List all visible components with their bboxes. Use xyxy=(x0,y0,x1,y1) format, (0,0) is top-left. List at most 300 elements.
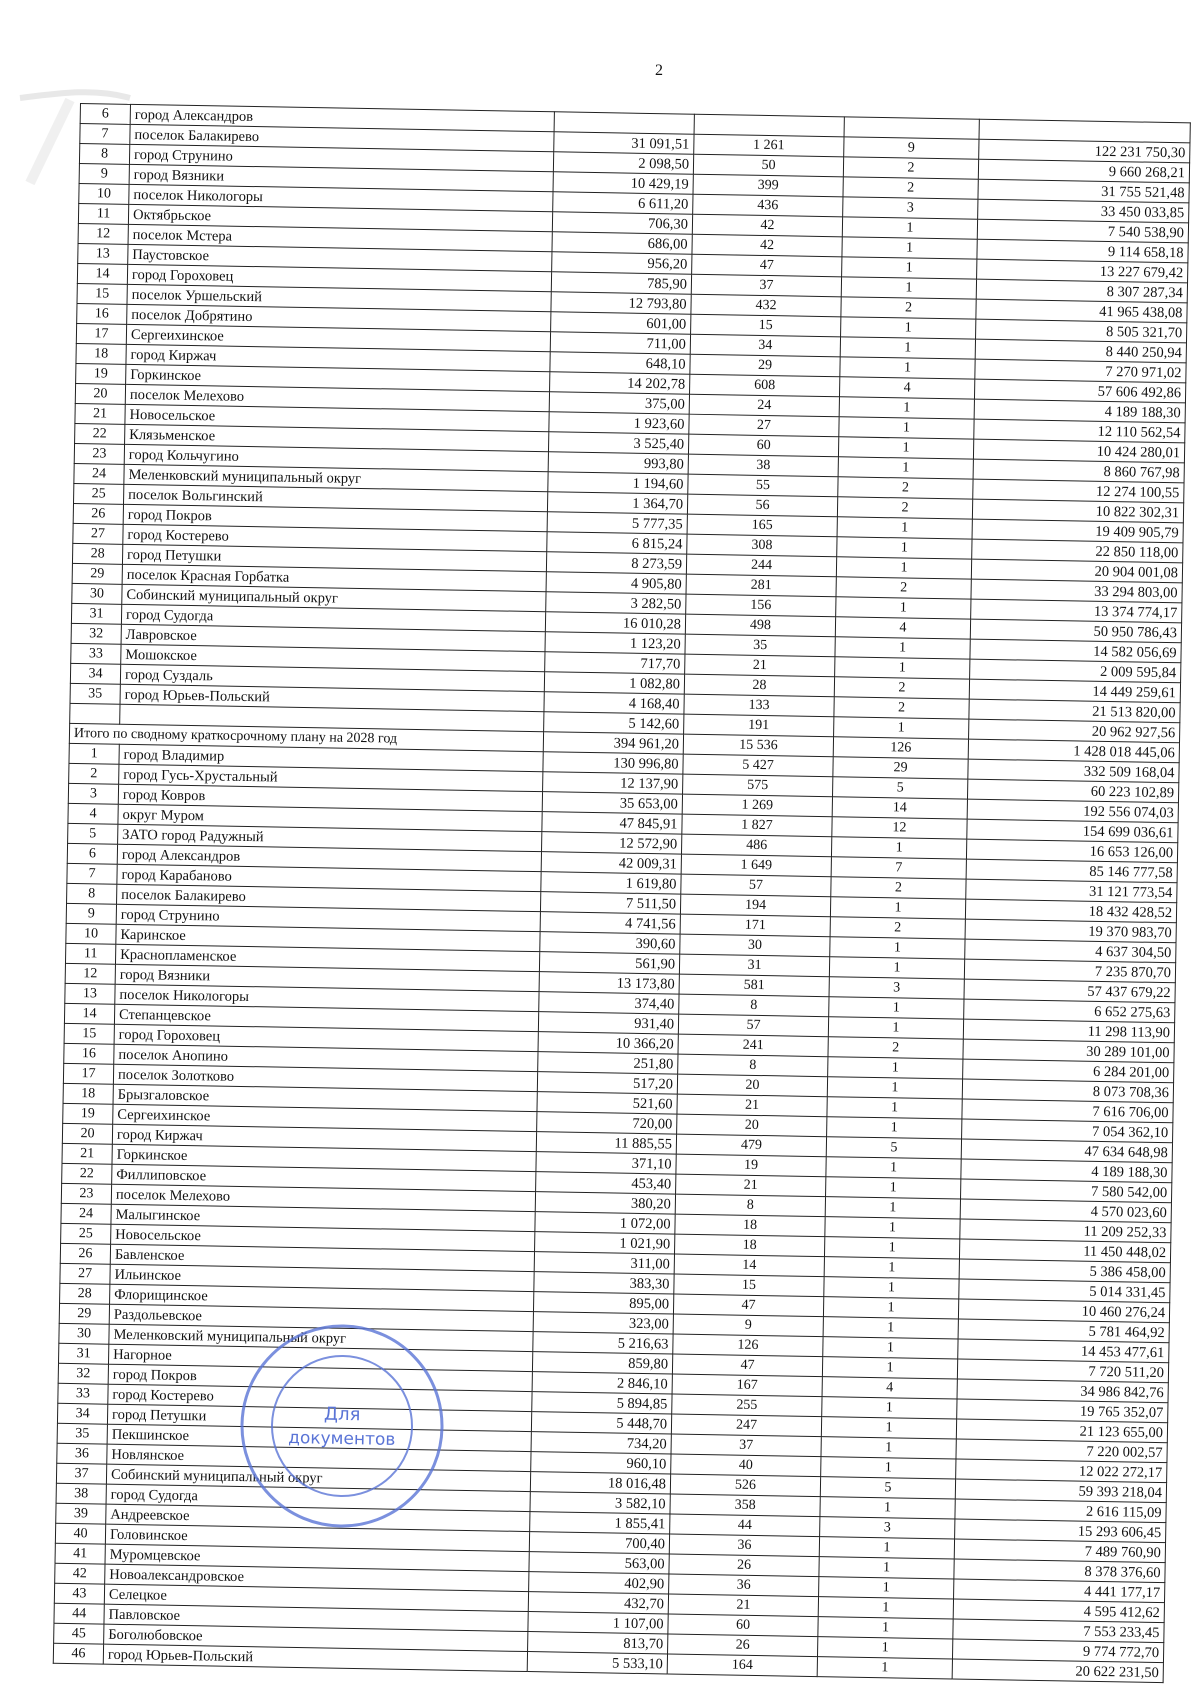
residents-cell: 8 xyxy=(675,1194,825,1217)
row-number-cell: 11 xyxy=(78,203,128,224)
houses-count-cell: 1 xyxy=(818,1617,953,1639)
cost-cell: 6 284 201,00 xyxy=(963,1059,1174,1083)
municipality-cell: Горкинское xyxy=(112,1144,536,1171)
residents-cell: 21 xyxy=(668,1594,818,1617)
row-number-cell: 39 xyxy=(56,1503,106,1524)
houses-count-cell: 1 xyxy=(823,1297,958,1319)
residents-cell: 171 xyxy=(680,914,830,937)
municipality-cell: город Петушки xyxy=(122,544,546,571)
row-number-cell: 25 xyxy=(61,1223,111,1244)
municipality-cell: Новосельское xyxy=(125,404,549,431)
cost-cell: 10 460 276,24 xyxy=(958,1299,1169,1323)
houses-count-cell: 1 xyxy=(842,237,977,259)
row-number-cell: 10 xyxy=(79,183,129,204)
residents-cell: 486 xyxy=(681,834,831,857)
houses-count-cell: 1 xyxy=(836,597,971,619)
residents-cell: 47 xyxy=(673,1294,823,1317)
total-label-cell: Итого по сводному краткосрочному плану на 2028 год xyxy=(69,723,543,751)
residents-cell: 1 649 xyxy=(681,854,831,877)
municipality-cell: Новосельское xyxy=(111,1224,535,1251)
municipality-cell: город Петушки xyxy=(107,1404,531,1431)
row-number-cell: 5 xyxy=(68,823,118,844)
residents-cell: 1 269 xyxy=(682,794,832,817)
houses-count-cell: 1 xyxy=(821,1417,956,1439)
stamp-line-1: Для xyxy=(323,1403,361,1426)
row-number-cell: 9 xyxy=(66,903,116,924)
residents-cell: 526 xyxy=(670,1474,820,1497)
houses-count-cell: 1 xyxy=(823,1337,958,1359)
row-number-cell xyxy=(70,703,120,724)
cost-cell: 8 073 708,36 xyxy=(962,1079,1173,1103)
area-cell: 993,80 xyxy=(548,452,688,474)
area-cell: 383,30 xyxy=(534,1272,674,1294)
area-cell: 717,70 xyxy=(545,652,685,674)
cost-cell: 10 822 302,31 xyxy=(972,499,1183,523)
area-cell: 31 091,51 xyxy=(554,132,694,154)
table-body xyxy=(53,104,1190,1683)
cost-cell: 41 965 438,08 xyxy=(976,299,1187,323)
houses-count-cell: 1 xyxy=(842,217,977,239)
row-number-cell: 22 xyxy=(62,1163,112,1184)
cost-cell: 20 962 927,56 xyxy=(969,719,1180,743)
houses-count-cell: 126 xyxy=(833,737,968,759)
municipality-cell: Лавровское xyxy=(121,624,545,651)
residents-cell: 255 xyxy=(672,1394,822,1417)
residents-cell: 156 xyxy=(686,594,836,617)
houses-count-cell: 14 xyxy=(832,797,967,819)
area-cell: 1 364,70 xyxy=(547,492,687,514)
cost-cell: 20 904 001,08 xyxy=(971,559,1182,583)
row-number-cell: 29 xyxy=(59,1303,109,1324)
row-number-cell: 22 xyxy=(75,423,125,444)
residents-cell: 20 xyxy=(677,1074,827,1097)
area-cell: 517,20 xyxy=(537,1072,677,1094)
cost-cell: 12 022 272,17 xyxy=(956,1459,1167,1483)
residents-cell: 57 xyxy=(681,874,831,897)
area-cell: 35 653,00 xyxy=(542,792,682,814)
row-number-cell: 44 xyxy=(54,1603,104,1624)
cost-cell: 9 660 268,21 xyxy=(978,159,1189,183)
residents-cell: 30 xyxy=(680,934,830,957)
residents-cell: 60 xyxy=(688,434,838,457)
houses-count-cell: 1 xyxy=(837,537,972,559)
cost-cell: 20 622 231,50 xyxy=(952,1659,1163,1683)
area-cell: 311,00 xyxy=(534,1252,674,1274)
municipality-cell: Сергеихинское xyxy=(126,324,550,351)
cost-cell: 6 652 275,63 xyxy=(964,999,1175,1023)
area-cell: 10 429,19 xyxy=(553,172,693,194)
cost-cell: 85 146 777,58 xyxy=(966,859,1177,883)
municipality-cell: город Судогда xyxy=(121,604,545,631)
row-number-cell: 20 xyxy=(75,383,125,404)
cost-cell: 50 950 786,43 xyxy=(970,619,1181,643)
row-number-cell: 41 xyxy=(55,1543,105,1564)
municipality-cell: Головинское xyxy=(105,1524,529,1551)
area-cell: 895,00 xyxy=(533,1292,673,1314)
cost-cell: 4 189 188,30 xyxy=(974,399,1185,423)
cost-cell: 5 781 464,92 xyxy=(958,1319,1169,1343)
residents-cell: 28 xyxy=(684,674,834,697)
residents-cell: 21 xyxy=(677,1094,827,1117)
municipality-cell: Сергеихинское xyxy=(113,1104,537,1131)
municipality-cell: Бавленское xyxy=(110,1244,534,1271)
area-cell: 2 098,50 xyxy=(553,152,693,174)
houses-count-cell: 12 xyxy=(832,817,967,839)
houses-count-cell: 1 xyxy=(824,1277,959,1299)
row-number-cell: 15 xyxy=(64,1023,114,1044)
municipality-cell: город Гороховец xyxy=(127,264,551,291)
residents-cell: 21 xyxy=(685,654,835,677)
municipality-cell: Собинский муниципальный округ xyxy=(122,584,546,611)
houses-count-cell: 1 xyxy=(827,1117,962,1139)
cost-cell: 7 270 971,02 xyxy=(975,359,1186,383)
residents-cell: 498 xyxy=(685,614,835,637)
row-number-cell: 34 xyxy=(57,1403,107,1424)
cost-cell: 332 509 168,04 xyxy=(968,759,1179,783)
cost-cell: 21 123 655,00 xyxy=(956,1419,1167,1443)
municipality-cell: город Вязники xyxy=(115,964,539,991)
area-cell: 706,30 xyxy=(552,212,692,234)
row-number-cell: 26 xyxy=(60,1243,110,1264)
municipality-cell: поселок Мелехово xyxy=(125,384,549,411)
row-number-cell: 17 xyxy=(76,323,126,344)
row-number-cell: 35 xyxy=(70,683,120,704)
houses-count-cell: 1 xyxy=(819,1557,954,1579)
area-cell: 1 923,60 xyxy=(549,412,689,434)
residents-cell: 165 xyxy=(687,514,837,537)
budget-table-sheet xyxy=(53,103,1190,1683)
residents-cell: 37 xyxy=(691,274,841,297)
area-cell: 1 107,00 xyxy=(528,1612,668,1634)
municipality-cell: Краснопламенское xyxy=(115,944,539,971)
municipality-cell: Горкинское xyxy=(126,364,550,391)
residents-cell: 167 xyxy=(672,1374,822,1397)
cost-cell: 11 298 113,90 xyxy=(963,1019,1174,1043)
row-number-cell: 13 xyxy=(78,243,128,264)
houses-count-cell: 1 xyxy=(835,657,970,679)
area-cell: 1 123,20 xyxy=(545,632,685,654)
houses-count-cell: 1 xyxy=(824,1257,959,1279)
residents-cell: 1 261 xyxy=(694,134,844,157)
houses-count-cell: 5 xyxy=(820,1477,955,1499)
houses-count-cell: 2 xyxy=(831,877,966,899)
houses-count-cell: 1 xyxy=(819,1577,954,1599)
municipality-cell: Брызгаловское xyxy=(113,1084,537,1111)
municipality-cell: поселок Уршельский xyxy=(127,284,551,311)
row-number-cell: 16 xyxy=(64,1043,114,1064)
cost-cell: 14 453 477,61 xyxy=(958,1339,1169,1363)
organization-stamp xyxy=(236,1320,448,1532)
residents-cell: 38 xyxy=(688,454,838,477)
row-number-cell: 16 xyxy=(77,303,127,324)
area-cell: 6 611,20 xyxy=(553,192,693,214)
municipality-cell: округ Муром xyxy=(118,804,542,831)
area-cell: 700,40 xyxy=(529,1532,669,1554)
cost-cell: 33 450 033,85 xyxy=(978,199,1189,223)
area-cell: 4 905,80 xyxy=(546,572,686,594)
area-cell: 4 168,40 xyxy=(544,692,684,714)
houses-count-cell: 7 xyxy=(831,857,966,879)
area-cell: 4 741,56 xyxy=(540,912,680,934)
row-number-cell: 33 xyxy=(71,643,121,664)
cost-cell: 2 009 595,84 xyxy=(970,659,1181,683)
municipality-cell: Новоалександровское xyxy=(105,1564,529,1591)
municipality-cell: поселок Никологоры xyxy=(129,184,553,211)
row-number-cell: 6 xyxy=(80,104,130,125)
area-cell: 2 846,10 xyxy=(532,1372,672,1394)
residents-cell: 34 xyxy=(690,334,840,357)
area-cell: 813,70 xyxy=(528,1632,668,1654)
houses-count-cell: 1 xyxy=(822,1357,957,1379)
residents-cell: 608 xyxy=(690,374,840,397)
row-number-cell: 29 xyxy=(72,563,122,584)
houses-count-cell: 1 xyxy=(826,1157,961,1179)
municipality-cell: поселок Мстера xyxy=(128,224,552,251)
area-cell: 734,20 xyxy=(531,1432,671,1454)
residents-cell: 15 536 xyxy=(683,734,833,757)
area-cell: 7 511,50 xyxy=(540,892,680,914)
cost-cell: 4 189 188,30 xyxy=(961,1159,1172,1183)
houses-count-cell xyxy=(844,117,979,139)
houses-count-cell: 2 xyxy=(838,477,973,499)
row-number-cell: 32 xyxy=(71,623,121,644)
cost-cell: 14 449 259,61 xyxy=(969,679,1180,703)
houses-count-cell: 4 xyxy=(822,1377,957,1399)
houses-count-cell: 9 xyxy=(844,137,979,159)
cost-cell: 5 014 331,45 xyxy=(959,1279,1170,1303)
residents-cell: 194 xyxy=(680,894,830,917)
cost-cell: 12 274 100,55 xyxy=(973,479,1184,503)
municipality-cell: город Гороховец xyxy=(114,1024,538,1051)
cost-cell: 60 223 102,89 xyxy=(967,779,1178,803)
municipality-cell: Нагорное xyxy=(108,1344,532,1371)
cost-cell: 13 227 679,42 xyxy=(977,259,1188,283)
row-number-cell: 12 xyxy=(65,963,115,984)
houses-count-cell: 4 xyxy=(835,617,970,639)
houses-count-cell: 5 xyxy=(826,1137,961,1159)
row-number-cell: 28 xyxy=(60,1283,110,1304)
houses-count-cell: 1 xyxy=(836,557,971,579)
area-cell: 1 194,60 xyxy=(548,472,688,494)
residents-cell: 436 xyxy=(693,194,843,217)
cost-cell: 192 556 074,03 xyxy=(967,799,1178,823)
area-cell: 390,60 xyxy=(540,932,680,954)
residents-cell: 191 xyxy=(684,714,834,737)
houses-count-cell: 1 xyxy=(822,1397,957,1419)
cost-cell: 7 235 870,70 xyxy=(964,959,1175,983)
houses-count-cell: 1 xyxy=(838,437,973,459)
row-number-cell: 37 xyxy=(56,1463,106,1484)
area-cell: 521,60 xyxy=(537,1092,677,1114)
cost-cell: 33 294 803,00 xyxy=(971,579,1182,603)
row-number-cell: 26 xyxy=(73,503,123,524)
residents-cell: 44 xyxy=(670,1514,820,1537)
residents-cell: 56 xyxy=(687,494,837,517)
houses-count-cell: 1 xyxy=(828,1017,963,1039)
residents-cell: 241 xyxy=(678,1034,828,1057)
area-cell: 5 894,85 xyxy=(532,1392,672,1414)
cost-cell: 7 553 233,45 xyxy=(953,1619,1164,1643)
cost-cell: 4 595 412,62 xyxy=(953,1599,1164,1623)
municipality-cell: город Покров xyxy=(108,1364,532,1391)
houses-count-cell: 5 xyxy=(833,777,968,799)
cost-cell: 34 986 842,76 xyxy=(957,1379,1168,1403)
houses-count-cell: 1 xyxy=(839,397,974,419)
row-number-cell: 1 xyxy=(69,743,119,764)
area-cell: 711,00 xyxy=(550,332,690,354)
residents-cell: 36 xyxy=(669,1534,819,1557)
row-number-cell: 31 xyxy=(59,1343,109,1364)
area-cell: 720,00 xyxy=(537,1112,677,1134)
municipality-cell: город Суздаль xyxy=(120,664,544,691)
row-number-cell: 35 xyxy=(57,1423,107,1444)
houses-count-cell: 2 xyxy=(834,697,969,719)
municipality-cell: Меленковский муниципальный округ xyxy=(124,464,548,491)
cost-cell: 57 606 492,86 xyxy=(974,379,1185,403)
municipality-cell: город Владимир xyxy=(119,744,543,771)
row-number-cell: 27 xyxy=(73,523,123,544)
municipality-cell: Октябрьское xyxy=(128,204,552,231)
cost-cell: 16 653 126,00 xyxy=(966,839,1177,863)
area-cell: 12 137,90 xyxy=(543,772,683,794)
residents-cell: 432 xyxy=(691,294,841,317)
cost-cell: 10 424 280,01 xyxy=(973,439,1184,463)
municipality-cell: Степанцевское xyxy=(114,1004,538,1031)
residents-cell: 47 xyxy=(692,254,842,277)
area-cell: 785,90 xyxy=(551,272,691,294)
area-cell: 432,70 xyxy=(528,1592,668,1614)
row-number-cell: 15 xyxy=(77,283,127,304)
municipality-cell: поселок Вольгинский xyxy=(124,484,548,511)
cost-cell: 14 582 056,69 xyxy=(970,639,1181,663)
area-cell: 1 855,41 xyxy=(530,1512,670,1534)
cost-cell: 21 513 820,00 xyxy=(969,699,1180,723)
row-number-cell: 4 xyxy=(68,803,118,824)
houses-count-cell: 1 xyxy=(825,1197,960,1219)
row-number-cell: 23 xyxy=(74,443,124,464)
municipality-cell: Павловское xyxy=(104,1604,528,1631)
row-number-cell: 12 xyxy=(78,223,128,244)
houses-count-cell: 1 xyxy=(824,1237,959,1259)
cost-cell: 47 634 648,98 xyxy=(961,1139,1172,1163)
row-number-cell: 36 xyxy=(57,1443,107,1464)
residents-cell: 126 xyxy=(673,1334,823,1357)
municipality-cell: поселок Балакирево xyxy=(130,124,554,151)
residents-cell: 575 xyxy=(683,774,833,797)
row-number-cell: 19 xyxy=(76,363,126,384)
row-number-cell: 11 xyxy=(65,943,115,964)
houses-count-cell: 1 xyxy=(838,457,973,479)
houses-count-cell: 1 xyxy=(834,717,969,739)
cost-cell: 7 616 706,00 xyxy=(962,1099,1173,1123)
area-cell: 5 216,63 xyxy=(533,1332,673,1354)
residents-cell: 15 xyxy=(691,314,841,337)
row-number-cell: 10 xyxy=(66,923,116,944)
area-cell: 18 016,48 xyxy=(530,1472,670,1494)
municipality-cell: Муромцевское xyxy=(105,1544,529,1571)
houses-count-cell: 1 xyxy=(829,997,964,1019)
cost-cell: 18 432 428,52 xyxy=(965,899,1176,923)
row-number-cell: 43 xyxy=(54,1583,104,1604)
residents-cell: 244 xyxy=(686,554,836,577)
municipality-cell: город Киржач xyxy=(112,1124,536,1151)
cost-cell: 30 289 101,00 xyxy=(963,1039,1174,1063)
area-cell: 323,00 xyxy=(533,1312,673,1334)
residents-cell: 14 xyxy=(674,1254,824,1277)
residents-cell: 281 xyxy=(686,574,836,597)
houses-count-cell: 1 xyxy=(821,1457,956,1479)
row-number-cell: 23 xyxy=(61,1183,111,1204)
houses-count-cell: 1 xyxy=(819,1537,954,1559)
area-cell: 453,40 xyxy=(536,1172,676,1194)
row-number-cell: 14 xyxy=(64,1003,114,1024)
cost-cell: 22 850 118,00 xyxy=(972,539,1183,563)
cost-cell: 4 637 304,50 xyxy=(965,939,1176,963)
houses-count-cell: 2 xyxy=(843,177,978,199)
residents-cell: 1 827 xyxy=(682,814,832,837)
houses-count-cell: 1 xyxy=(830,937,965,959)
residents-cell: 42 xyxy=(692,234,842,257)
row-number-cell: 14 xyxy=(77,263,127,284)
houses-count-cell: 2 xyxy=(843,157,978,179)
houses-count-cell: 1 xyxy=(825,1217,960,1239)
houses-count-cell: 1 xyxy=(840,357,975,379)
stamp-line-2: документов xyxy=(287,1428,396,1450)
houses-count-cell: 1 xyxy=(817,1657,952,1679)
houses-count-cell: 1 xyxy=(829,957,964,979)
municipality-cell: Андреевское xyxy=(106,1504,530,1531)
municipality-cell: Малыгинское xyxy=(111,1204,535,1231)
cost-cell: 4 441 177,17 xyxy=(954,1579,1165,1603)
municipality-cell: город Костерево xyxy=(108,1384,532,1411)
municipality-cell: Клязьменское xyxy=(125,424,549,451)
cost-cell: 9 114 658,18 xyxy=(977,239,1188,263)
residents-cell: 20 xyxy=(677,1114,827,1137)
residents-cell: 581 xyxy=(679,974,829,997)
row-number-cell: 30 xyxy=(59,1323,109,1344)
residents-cell: 133 xyxy=(684,694,834,717)
area-cell: 3 282,50 xyxy=(546,592,686,614)
row-number-cell: 46 xyxy=(53,1643,103,1664)
row-number-cell: 3 xyxy=(68,783,118,804)
houses-count-cell: 1 xyxy=(840,337,975,359)
row-number-cell: 13 xyxy=(65,983,115,1004)
residents-cell: 24 xyxy=(689,394,839,417)
cost-cell: 7 580 542,00 xyxy=(961,1179,1172,1203)
residents-cell: 18 xyxy=(675,1234,825,1257)
area-cell: 1 021,90 xyxy=(535,1232,675,1254)
row-number-cell: 34 xyxy=(70,663,120,684)
area-cell: 3 525,40 xyxy=(548,432,688,454)
area-cell: 5 533,10 xyxy=(527,1652,667,1674)
row-number-cell: 32 xyxy=(58,1363,108,1384)
cost-cell: 59 393 218,04 xyxy=(955,1479,1166,1503)
row-number-cell: 42 xyxy=(55,1563,105,1584)
houses-count-cell: 1 xyxy=(818,1597,953,1619)
cost-cell: 8 440 250,94 xyxy=(975,339,1186,363)
houses-count-cell: 1 xyxy=(841,317,976,339)
municipality-cell: Боголюбовское xyxy=(104,1624,528,1651)
municipality-cell: город Гусь-Хрустальный xyxy=(119,764,543,791)
houses-count-cell: 2 xyxy=(834,677,969,699)
residents-cell: 55 xyxy=(688,474,838,497)
residents-cell: 60 xyxy=(668,1614,818,1637)
row-number-cell: 27 xyxy=(60,1263,110,1284)
residents-cell: 8 xyxy=(679,994,829,1017)
row-number-cell: 40 xyxy=(55,1523,105,1544)
municipality-cell: город Карабаново xyxy=(117,864,541,891)
houses-count-cell: 1 xyxy=(831,837,966,859)
